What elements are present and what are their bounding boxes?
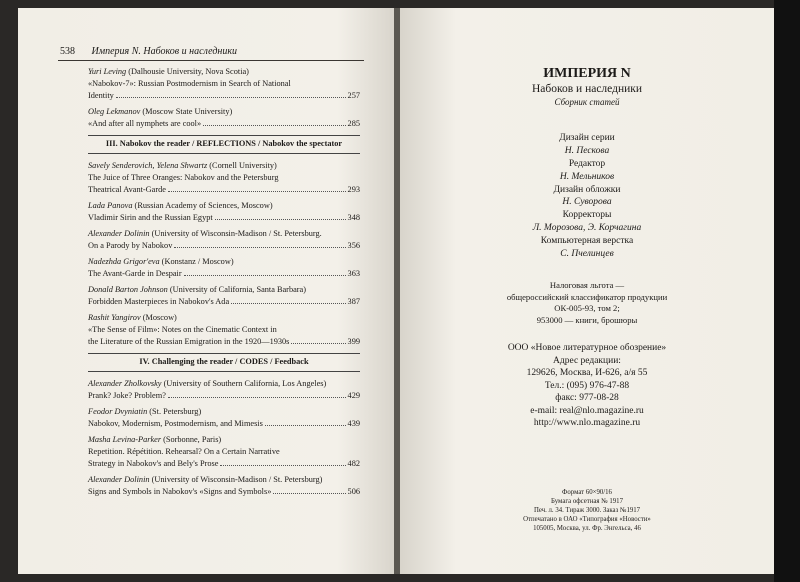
- toc-author-line: [88, 256, 360, 268]
- toc-entry: [88, 474, 360, 498]
- leader-dots: [220, 465, 345, 466]
- section-heading: III. Nabokov the reader / REFLECTIONS / Nabokov the spectator: [88, 135, 360, 154]
- leader-dots: [291, 343, 345, 344]
- tax-block: [482, 280, 692, 326]
- tech-line: 105005, Москва, ул. Фр. Энгельса, 46: [533, 524, 641, 532]
- print-details: [482, 488, 692, 533]
- leader-dots: [273, 493, 345, 494]
- toc-affiliation: (University of Wisconsin-Madison / St. Petersburg.: [149, 229, 322, 238]
- toc-title: Nabokov, Modernism, Postmodernism, and Mimesis: [88, 419, 263, 428]
- toc-title: Signs and Symbols in Nabokov's «Signs and Symbols»: [88, 487, 272, 496]
- toc-title-row: [88, 296, 360, 308]
- toc-page-number: 285: [347, 119, 360, 128]
- credit-role: Редактор: [568, 159, 606, 169]
- toc-author: Rashit Yangirov: [88, 313, 141, 322]
- leader-dots: [174, 247, 345, 248]
- toc-entry: [88, 312, 360, 348]
- toc-title-row: [88, 336, 360, 348]
- toc-title-line: The Juice of Three Oranges: Nabokov and the Petersburg: [88, 173, 279, 182]
- toc-title-row: [88, 118, 360, 130]
- header-rule: [58, 60, 364, 61]
- toc-title-line: «Nabokov-7»: Russian Postmodernism in Search of National: [88, 79, 291, 88]
- toc-title-row: [88, 390, 360, 402]
- tax-line: ОК-005-93, том 2;: [554, 303, 620, 314]
- credit-name: Н. Мельников: [559, 171, 615, 182]
- toc-title-row: [88, 240, 360, 252]
- toc-author-line: [88, 284, 360, 296]
- leader-dots: [203, 125, 345, 126]
- toc-affiliation: (Russian Academy of Sciences, Moscow): [132, 201, 273, 210]
- toc-author-line: [88, 200, 360, 212]
- publisher-line: ООО «Новое литературное обозрение»: [507, 343, 667, 354]
- toc-group: [88, 160, 360, 348]
- toc-title: Forbidden Masterpieces in Nabokov's Ada: [88, 297, 230, 306]
- credit-name: С. Пчелинцев: [560, 248, 614, 259]
- toc-affiliation: (Moscow): [140, 313, 177, 322]
- book-collection-label: Сборник статей: [554, 97, 620, 107]
- tax-line: Налоговая льгота —: [549, 280, 625, 291]
- toc-title: the Literature of the Russian Emigration in the 1920—1930s: [88, 337, 290, 346]
- toc-author-line: [88, 474, 360, 486]
- toc-affiliation: (Cornell University): [207, 161, 277, 170]
- credit-role: Дизайн обложки: [553, 184, 621, 195]
- credit-name: Н. Пескова: [564, 146, 610, 157]
- toc-title-row: [88, 268, 360, 280]
- leader-dots: [231, 303, 345, 304]
- publisher-line: факс: 977-08-28: [555, 393, 619, 404]
- credit-role: Компьютерная верстка: [540, 235, 634, 246]
- toc-affiliation: (Dalhousie University, Nova Scotia): [126, 67, 249, 76]
- toc-entry: [88, 284, 360, 308]
- toc-author: Oleg Lekmanov: [88, 107, 141, 116]
- toc-affiliation: (Konstanz / Moscow): [159, 257, 234, 266]
- toc-title: Theatrical Avant-Garde: [88, 185, 166, 194]
- toc-page-number: 506: [347, 487, 360, 496]
- toc-page-number: 356: [347, 241, 360, 250]
- toc-page-number: 482: [347, 459, 360, 468]
- toc-affiliation: (University of Wisconsin-Madison / St. Petersburg): [149, 475, 323, 484]
- toc-title-row: [88, 90, 360, 102]
- tax-line: общероссийский классификатор продукции: [506, 291, 668, 302]
- toc-entry: [88, 378, 360, 402]
- toc-page-number: 363: [347, 269, 360, 278]
- book-edge: [774, 0, 800, 582]
- toc-author-line: [88, 160, 360, 172]
- toc-entry: [88, 106, 360, 130]
- publisher-line: 129626, Москва, И-626, а/я 55: [526, 368, 648, 379]
- toc-author: Masha Levina-Parker: [88, 435, 162, 444]
- toc-author-line: [88, 434, 360, 446]
- section-heading: IV. Challenging the reader / CODES / Feedback: [88, 353, 360, 372]
- publisher-block: [482, 342, 692, 430]
- toc-entry: [88, 160, 360, 196]
- table-of-contents: [88, 66, 360, 502]
- toc-title: Strategy in Nabokov's and Bely's Prose: [88, 459, 219, 468]
- leader-dots: [265, 425, 346, 426]
- toc-page-number: 399: [347, 337, 360, 346]
- toc-author: Alexander Dolinin: [88, 229, 150, 238]
- tech-line: Отпечатано в ОАО «Типография «Новости»: [523, 515, 651, 523]
- toc-group: [88, 378, 360, 498]
- toc-entry: [88, 434, 360, 470]
- toc-title: The Avant-Garde in Despair: [88, 269, 182, 278]
- toc-author-line: [88, 228, 360, 240]
- credit-role: Корректоры: [562, 210, 612, 221]
- leader-dots: [184, 275, 346, 276]
- toc-affiliation: (Sorbonne, Paris): [161, 435, 222, 444]
- toc-author: Savely Senderovich, Yelena Shwartz: [88, 161, 208, 170]
- toc-author: Lada Panova: [88, 201, 133, 210]
- toc-title-row: [88, 418, 360, 430]
- toc-author-line: [88, 66, 360, 78]
- book-gutter: [394, 8, 400, 574]
- toc-entry: [88, 200, 360, 224]
- book-title: ИМПЕРИЯ N: [543, 66, 631, 81]
- tech-line: Бумага офсетная № 1917: [551, 497, 623, 505]
- tech-line: Печ. л. 34. Тираж 3000. Заказ №1917: [533, 506, 641, 514]
- toc-author-line: [88, 106, 360, 118]
- credits-block: [482, 132, 692, 260]
- tech-line: Формат 60×90/16: [562, 488, 612, 496]
- leader-dots: [116, 97, 346, 98]
- toc-author: Nadezhda Grigor'eva: [88, 257, 160, 266]
- toc-author-line: [88, 312, 360, 324]
- toc-affiliation: (University of California, Santa Barbara): [167, 285, 306, 294]
- running-head: [60, 46, 237, 57]
- toc-title: «And after all nymphets are cool»: [88, 119, 202, 128]
- leader-dots: [215, 219, 346, 220]
- toc-group: [88, 66, 360, 130]
- leader-dots: [168, 397, 346, 398]
- toc-page-number: 439: [347, 419, 360, 428]
- toc-title-row: [88, 458, 360, 470]
- leader-dots: [168, 191, 346, 192]
- toc-affiliation: (University of Southern California, Los Angeles): [161, 379, 327, 388]
- publisher-line: Адрес редакции:: [553, 355, 621, 366]
- toc-title-row: [88, 184, 360, 196]
- book-subtitle: Набоков и наследники: [531, 83, 643, 95]
- toc-page-number: 293: [347, 185, 360, 194]
- toc-title-line: «The Sense of Film»: Notes on the Cinematic Context in: [88, 325, 277, 334]
- credit-name: Л. Морозова, Э. Корчагина: [532, 222, 642, 233]
- tax-line: 953000 — книги, брошюры: [536, 314, 638, 325]
- toc-title: Identity: [88, 91, 114, 100]
- running-title: Империя N. Набоков и наследники: [91, 46, 238, 57]
- toc-page-number: 257: [347, 91, 360, 100]
- credit-name: Н. Суворова: [562, 197, 612, 208]
- toc-author: Donald Barton Johnson: [88, 285, 168, 294]
- publisher-line: e-mail: real@nlo.magazine.ru: [530, 405, 644, 416]
- toc-title: Vladimir Sirin and the Russian Egypt: [88, 213, 213, 222]
- toc-page-number: 429: [347, 391, 360, 400]
- publisher-line: http://www.nlo.magazine.ru: [533, 418, 641, 429]
- publisher-line: Тел.: (095) 976-47-88: [544, 380, 630, 391]
- toc-affiliation: (Moscow State University): [140, 107, 233, 116]
- toc-entry: [88, 406, 360, 430]
- toc-author-line: [88, 378, 360, 390]
- page-number: 538: [60, 46, 75, 57]
- toc-entry: [88, 228, 360, 252]
- credit-role: Дизайн серии: [559, 133, 615, 144]
- toc-entry: [88, 66, 360, 102]
- toc-title-row: [88, 486, 360, 498]
- toc-author: Alexander Zholkovsky: [88, 379, 162, 388]
- toc-author: Yuri Leving: [88, 67, 127, 76]
- toc-author: Feodor Dvyniatin: [88, 407, 148, 416]
- toc-page-number: 348: [347, 213, 360, 222]
- toc-title: On a Parody by Nabokov: [88, 241, 173, 250]
- imprint-page: [482, 66, 692, 533]
- toc-affiliation: (St. Petersburg): [147, 407, 202, 416]
- toc-title-row: [88, 212, 360, 224]
- toc-title-line: Repetition. Répétition. Rehearsal? On a Certain Narrative: [88, 447, 280, 456]
- toc-title: Prank? Joke? Problem?: [88, 391, 166, 400]
- toc-page-number: 387: [347, 297, 360, 306]
- toc-entry: [88, 256, 360, 280]
- toc-author-line: [88, 406, 360, 418]
- toc-author: Alexander Dolinin: [88, 475, 150, 484]
